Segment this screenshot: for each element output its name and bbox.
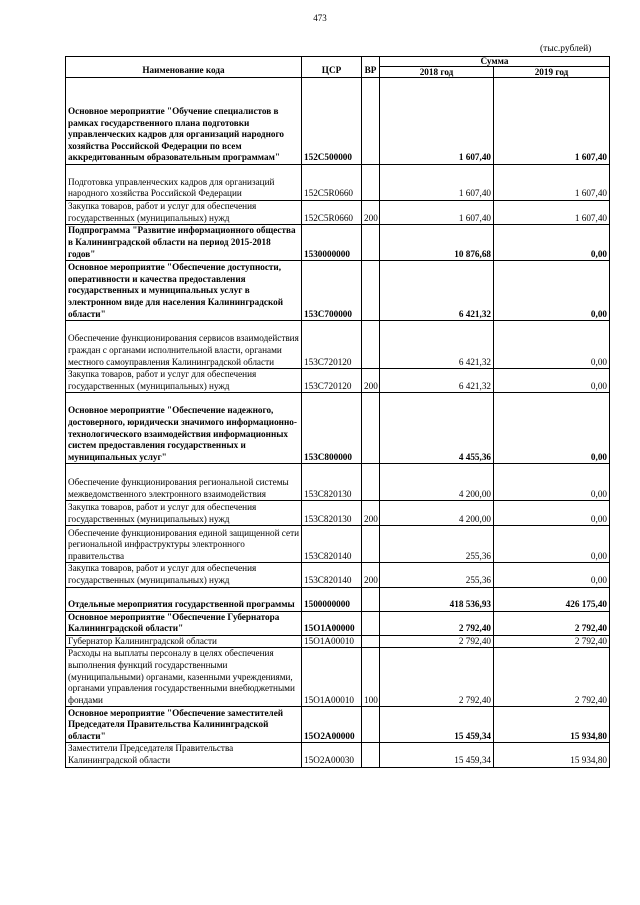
row-sum-2019: 0,00 — [494, 464, 610, 501]
row-sum-2018: 15 459,34 — [380, 707, 494, 743]
row-name: Основное мероприятие "Обеспечение заместителей Председателя Правительства Калининградской области" — [66, 707, 302, 743]
row-vr: 200 — [362, 501, 380, 526]
row-sum-2019: 0,00 — [494, 393, 610, 464]
row-name: Подготовка управленческих кадров для организаций народного хозяйства Российской Федерации — [66, 165, 302, 201]
row-vr: 200 — [362, 563, 380, 587]
row-vr — [362, 78, 380, 165]
row-sum-2018: 255,36 — [380, 563, 494, 587]
row-csr: 15О1А00010 — [302, 635, 362, 648]
row-sum-2018: 2 792,40 — [380, 648, 494, 707]
table-row — [66, 563, 610, 587]
row-csr: 153С820130 — [302, 464, 362, 501]
row-name: Закупка товаров, работ и услуг для обеспечения государственных (муниципальных) нужд — [66, 501, 302, 526]
row-name: Основное мероприятие "Обучение специалистов в рамках государственного плана подготовки управленческих кадров для организаций народного хозяйства Российской Федерации по всем аккредитованным образовательным программам" — [66, 78, 302, 165]
header-name: Наименование кода — [66, 57, 302, 78]
table-row — [66, 165, 610, 201]
row-sum-2018: 4 455,36 — [380, 393, 494, 464]
row-csr: 15О1А00000 — [302, 611, 362, 635]
table-row — [66, 587, 610, 611]
row-csr: 153С820130 — [302, 501, 362, 526]
row-sum-2019: 2 792,40 — [494, 648, 610, 707]
row-sum-2019: 1 607,40 — [494, 78, 610, 165]
row-sum-2019: 2 792,40 — [494, 635, 610, 648]
table-row — [66, 78, 610, 165]
row-csr: 152С5R0660 — [302, 201, 362, 225]
row-sum-2019: 0,00 — [494, 369, 610, 393]
row-name: Заместители Председателя Правительства Калининградской области — [66, 743, 302, 767]
row-csr: 153С720120 — [302, 321, 362, 369]
row-csr: 1530000000 — [302, 225, 362, 261]
row-vr — [362, 587, 380, 611]
row-sum-2019: 0,00 — [494, 501, 610, 526]
row-sum-2018: 4 200,00 — [380, 464, 494, 501]
row-csr: 152С500000 — [302, 78, 362, 165]
table-row — [66, 635, 610, 648]
table-row — [66, 526, 610, 563]
row-sum-2018: 2 792,40 — [380, 611, 494, 635]
row-csr: 153С820140 — [302, 563, 362, 587]
row-vr — [362, 321, 380, 369]
row-name: Основное мероприятие "Обеспечение Губернатора Калининградской области" — [66, 611, 302, 635]
row-vr — [362, 707, 380, 743]
row-sum-2019: 1 607,40 — [494, 201, 610, 225]
row-sum-2018: 1 607,40 — [380, 78, 494, 165]
row-sum-2019: 2 792,40 — [494, 611, 610, 635]
row-vr — [362, 526, 380, 563]
table-row — [66, 321, 610, 369]
row-vr: 200 — [362, 369, 380, 393]
row-sum-2019: 1 607,40 — [494, 165, 610, 201]
row-sum-2019: 0,00 — [494, 225, 610, 261]
row-sum-2018: 6 421,32 — [380, 261, 494, 321]
row-vr — [362, 464, 380, 501]
row-vr: 100 — [362, 648, 380, 707]
table-row — [66, 707, 610, 743]
header-year-2019: 2019 год — [494, 67, 610, 78]
row-sum-2018: 255,36 — [380, 526, 494, 563]
row-name: Закупка товаров, работ и услуг для обеспечения государственных (муниципальных) нужд — [66, 563, 302, 587]
row-sum-2019: 15 934,80 — [494, 743, 610, 767]
row-sum-2018: 2 792,40 — [380, 635, 494, 648]
row-vr — [362, 261, 380, 321]
table-row — [66, 225, 610, 261]
row-sum-2018: 15 459,34 — [380, 743, 494, 767]
row-sum-2019: 0,00 — [494, 261, 610, 321]
row-csr: 152С5R0660 — [302, 165, 362, 201]
budget-table — [65, 56, 610, 768]
row-name: Обеспечение функционирования региональной системы межведомственного электронного взаимодействия — [66, 464, 302, 501]
row-csr: 15О2А00000 — [302, 707, 362, 743]
table-row — [66, 393, 610, 464]
row-sum-2018: 1 607,40 — [380, 201, 494, 225]
row-vr — [362, 225, 380, 261]
row-csr: 153С800000 — [302, 393, 362, 464]
row-sum-2018: 418 536,93 — [380, 587, 494, 611]
unit-note: (тыс.рублей) — [540, 44, 592, 54]
row-vr: 200 — [362, 201, 380, 225]
row-sum-2019: 0,00 — [494, 321, 610, 369]
table-row — [66, 464, 610, 501]
row-csr: 153С820140 — [302, 526, 362, 563]
header-vr: ВР — [362, 57, 380, 78]
row-csr: 15О1А00010 — [302, 648, 362, 707]
row-sum-2019: 0,00 — [494, 563, 610, 587]
row-name: Подпрограмма "Развитие информационного общества в Калининградской области на период 2015-2018 годов" — [66, 225, 302, 261]
header-year-2018: 2018 год — [380, 67, 494, 78]
row-name: Закупка товаров, работ и услуг для обеспечения государственных (муниципальных) нужд — [66, 369, 302, 393]
row-vr — [362, 743, 380, 767]
row-name: Отдельные мероприятия государственной программы — [66, 587, 302, 611]
row-sum-2018: 6 421,32 — [380, 369, 494, 393]
row-sum-2019: 0,00 — [494, 526, 610, 563]
row-name: Основное мероприятие "Обеспечение доступности, оперативности и качества предоставления государственных и муниципальных услуг в электронном виде для населения Калининградской области" — [66, 261, 302, 321]
row-sum-2019: 426 175,40 — [494, 587, 610, 611]
row-vr — [362, 393, 380, 464]
row-csr: 1500000000 — [302, 587, 362, 611]
table-row — [66, 369, 610, 393]
table-row — [66, 648, 610, 707]
row-sum-2018: 1 607,40 — [380, 165, 494, 201]
table-row — [66, 201, 610, 225]
table-row — [66, 611, 610, 635]
page-number: 473 — [313, 13, 327, 23]
row-sum-2018: 4 200,00 — [380, 501, 494, 526]
header-sum: Сумма — [380, 57, 610, 67]
row-csr: 153С720120 — [302, 369, 362, 393]
row-sum-2018: 6 421,32 — [380, 321, 494, 369]
table-row — [66, 743, 610, 767]
row-vr — [362, 611, 380, 635]
row-name: Обеспечение функционирования сервисов взаимодействия граждан с органами исполнительной власти, органами местного самоуправления Калининградской области — [66, 321, 302, 369]
row-sum-2019: 15 934,80 — [494, 707, 610, 743]
row-name: Губернатор Калининградской области — [66, 635, 302, 648]
table-row — [66, 261, 610, 321]
row-csr: 15О2А00030 — [302, 743, 362, 767]
row-name: Закупка товаров, работ и услуг для обеспечения государственных (муниципальных) нужд — [66, 201, 302, 225]
row-name: Расходы на выплаты персоналу в целях обеспечения выполнения функций государственными (муниципальными) органами, казенными учреждениями, органами управления государственными внебюджетными фондами — [66, 648, 302, 707]
row-name: Основное мероприятие "Обеспечение надежного, достоверного, юридически значимого информационно-технологического взаимодействия информационных систем предоставления государственных и муниципальных услуг" — [66, 393, 302, 464]
row-vr — [362, 165, 380, 201]
table-body — [66, 78, 610, 768]
header-csr: ЦСР — [302, 57, 362, 78]
row-csr: 153С700000 — [302, 261, 362, 321]
table-row — [66, 501, 610, 526]
row-vr — [362, 635, 380, 648]
row-sum-2018: 10 876,68 — [380, 225, 494, 261]
row-name: Обеспечение функционирования единой защищенной сети региональной инфраструктуры электронного правительства — [66, 526, 302, 563]
